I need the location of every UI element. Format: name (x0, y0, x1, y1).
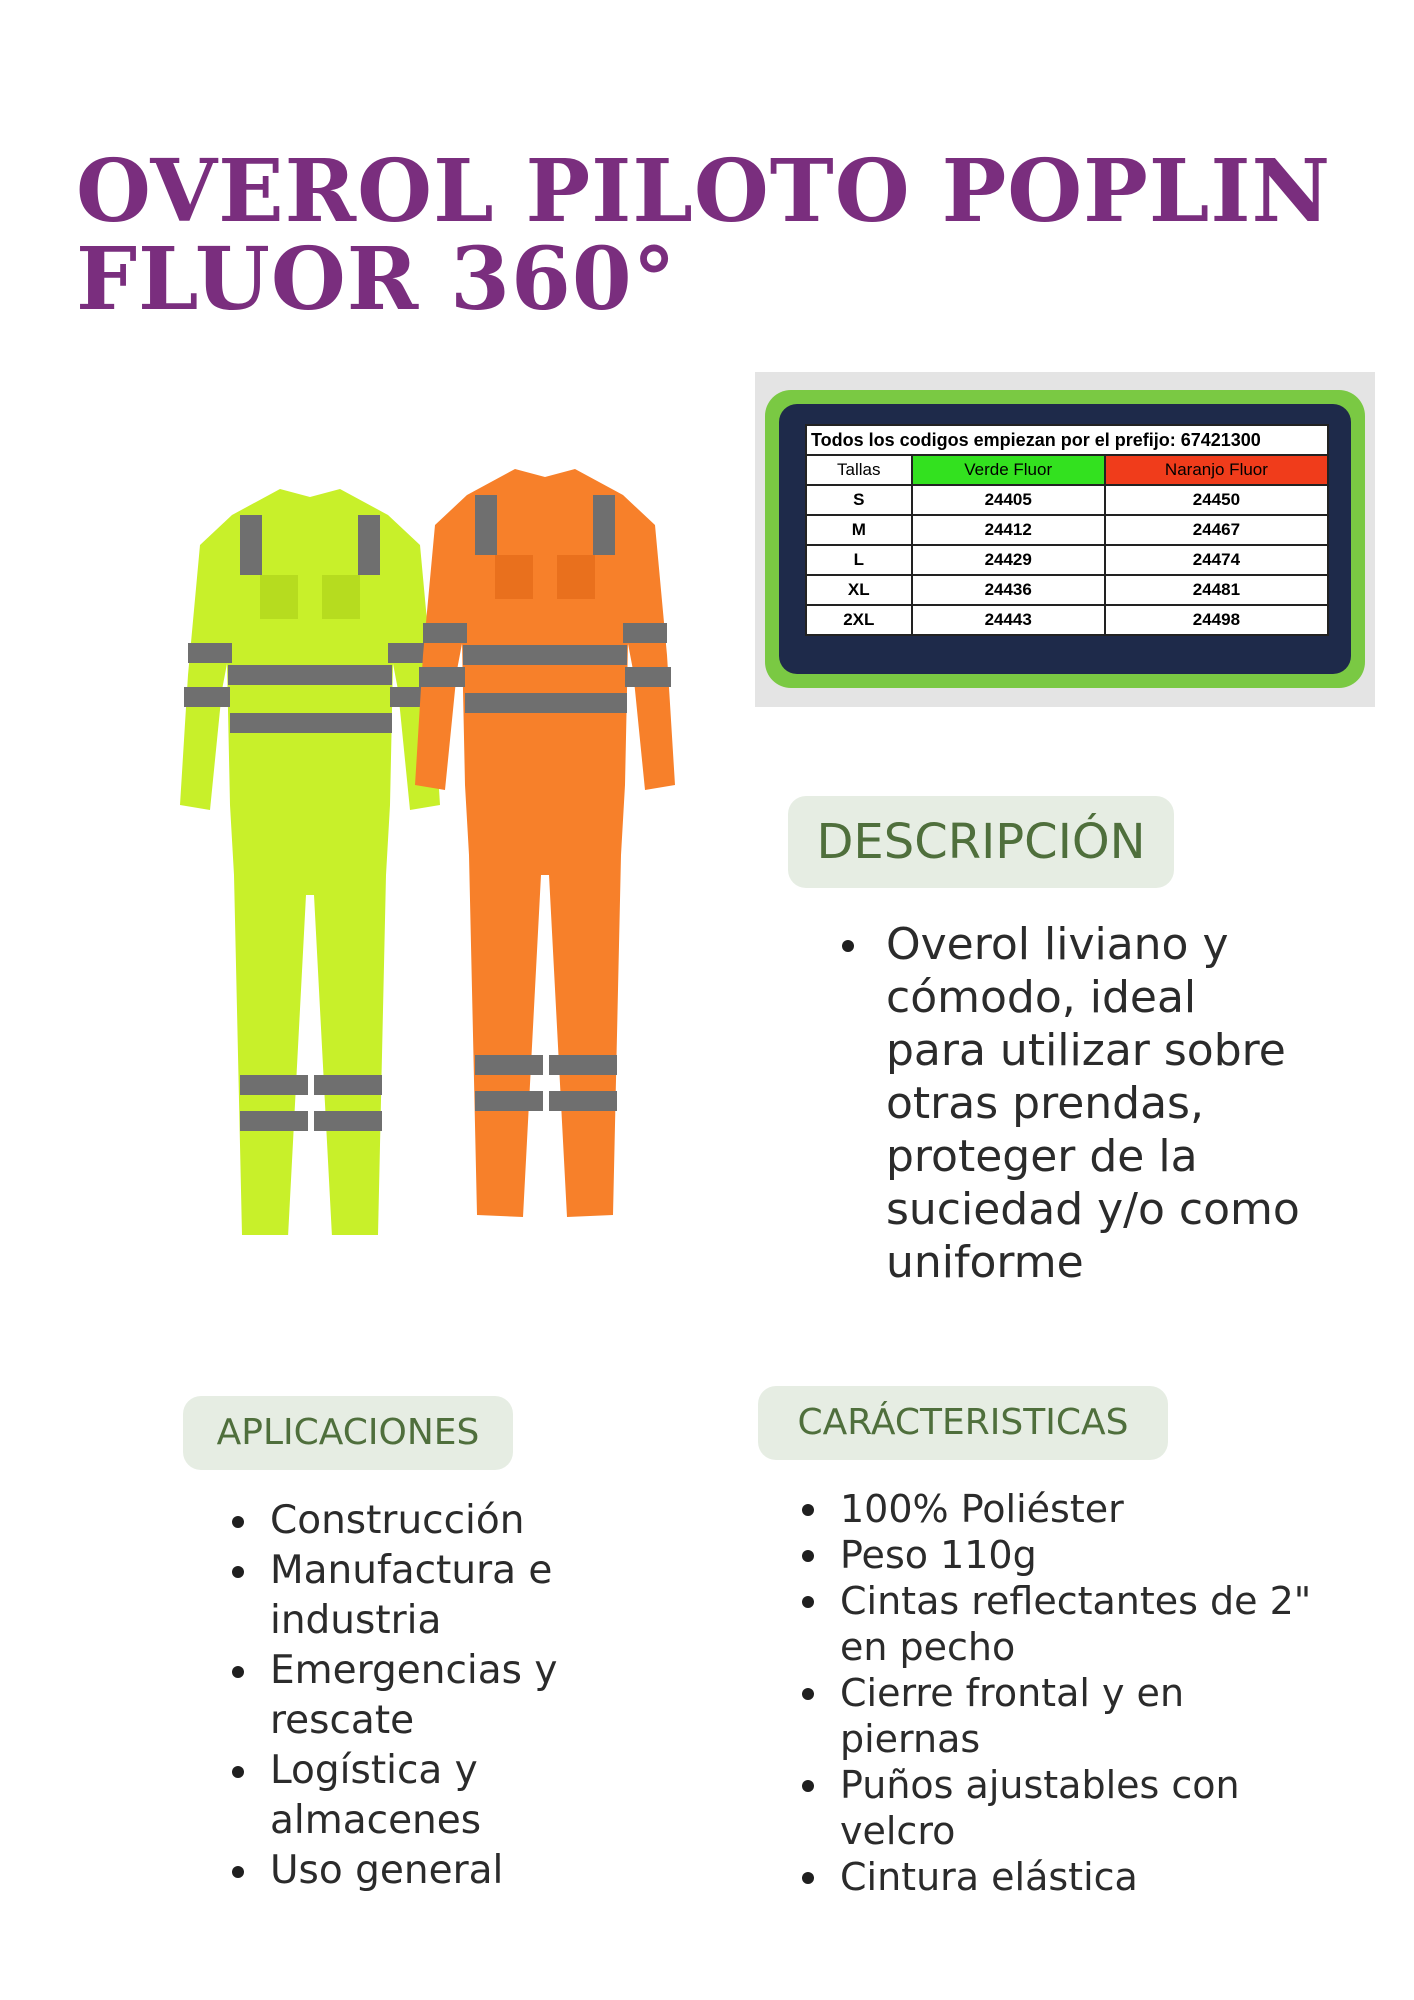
verde-code-cell: 24412 (912, 515, 1105, 545)
table-row (806, 425, 1328, 455)
caracteristicas-heading: CARÁCTERISTICAS (758, 1386, 1168, 1460)
header-verde-fluor: Verde Fluor (912, 455, 1105, 485)
list-item: Uso general (270, 1846, 630, 1896)
descripcion-list (886, 918, 1306, 1289)
size-cell: M (806, 515, 912, 545)
verde-fluor-body (180, 489, 440, 1235)
table-row (806, 515, 1328, 545)
table-row (806, 485, 1328, 515)
code-table-navy-frame (779, 404, 1351, 674)
size-cell: L (806, 545, 912, 575)
verde-code-cell: 24443 (912, 605, 1105, 635)
naranjo-code-cell: 24467 (1105, 515, 1328, 545)
list-item: Puños ajustables con velcro (840, 1762, 1320, 1854)
list-item: Cintas reflectantes de 2" en pecho (840, 1578, 1320, 1670)
page-title (76, 141, 1366, 330)
size-cell: 2XL (806, 605, 912, 635)
code-table (805, 424, 1329, 636)
table-row (806, 545, 1328, 575)
list-item: Overol liviano y cómodo, ideal para utilizar sobre otras prendas, proteger de la suciedad y/o como uniforme (886, 918, 1306, 1289)
aplicaciones-list (270, 1496, 630, 1896)
verde-code-cell: 24429 (912, 545, 1105, 575)
naranjo-fluor-coverall (415, 469, 675, 1217)
naranjo-code-cell: 24450 (1105, 485, 1328, 515)
list-item: Peso 110g (840, 1532, 1320, 1578)
header-tallas: Tallas (806, 455, 912, 485)
list-item: Logística y almacenes (270, 1746, 630, 1846)
header-naranjo-fluor: Naranjo Fluor (1105, 455, 1328, 485)
list-item: 100% Poliéster (840, 1486, 1320, 1532)
verde-code-cell: 24405 (912, 485, 1105, 515)
coveralls-image (170, 455, 730, 1235)
list-item: Cierre frontal y en piernas (840, 1670, 1320, 1762)
title-line-1: OVEROL PILOTO POPLIN (76, 141, 1332, 242)
size-cell: XL (806, 575, 912, 605)
title-line-2: FLUOR 360° (76, 229, 677, 330)
descripcion-heading: DESCRIPCIÓN (788, 796, 1174, 888)
code-table-panel (755, 372, 1375, 707)
aplicaciones-heading: APLICACIONES (183, 1396, 513, 1470)
list-item: Emergencias y rescate (270, 1646, 630, 1746)
list-item: Cintura elástica (840, 1854, 1320, 1900)
size-cell: S (806, 485, 912, 515)
prefix-note: Todos los codigos empiezan por el prefijo: 67421300 (806, 425, 1328, 455)
table-header-row (806, 455, 1328, 485)
table-row (806, 575, 1328, 605)
list-item: Manufactura e industria (270, 1546, 630, 1646)
naranjo-code-cell: 24474 (1105, 545, 1328, 575)
code-table-green-frame (765, 390, 1365, 688)
verde-code-cell: 24436 (912, 575, 1105, 605)
table-row (806, 605, 1328, 635)
naranjo-code-cell: 24481 (1105, 575, 1328, 605)
verde-fluor-coverall (180, 489, 440, 1235)
naranjo-code-cell: 24498 (1105, 605, 1328, 635)
naranjo-fluor-body (415, 469, 675, 1217)
list-item: Construcción (270, 1496, 630, 1546)
caracteristicas-list (840, 1486, 1320, 1900)
